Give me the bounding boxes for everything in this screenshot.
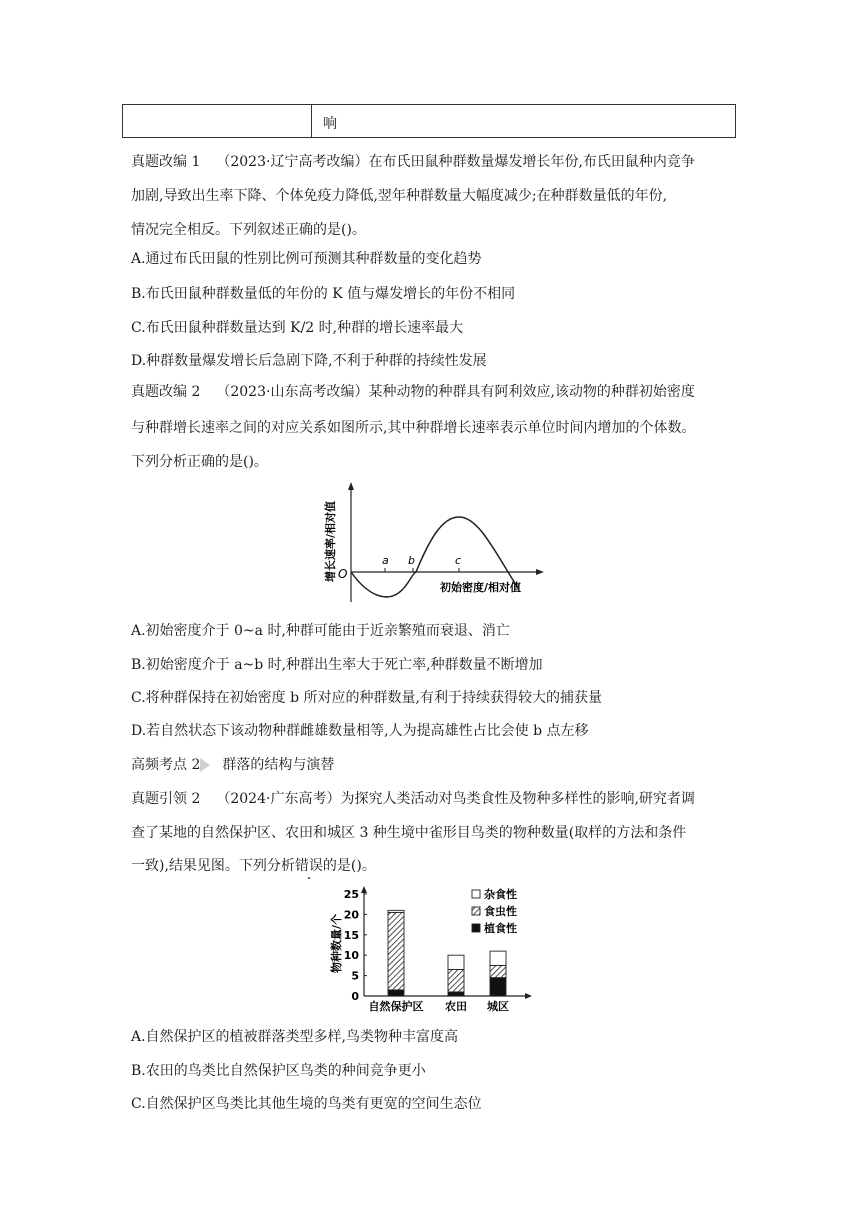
bar-segment bbox=[388, 912, 404, 990]
label-c: c bbox=[455, 554, 462, 567]
q2-tag: 真题改编 2 bbox=[131, 384, 201, 400]
x-axis-arrow bbox=[525, 993, 532, 999]
y-tick-label: 5 bbox=[351, 969, 359, 983]
y-axis-arrow bbox=[361, 886, 367, 893]
y-tick-label: 0 bbox=[351, 990, 359, 1003]
table-cell: 响 bbox=[323, 116, 337, 132]
growth-rate-figure bbox=[318, 478, 548, 608]
section-arrow-icon bbox=[200, 758, 210, 772]
category-label: 农田 bbox=[445, 1000, 467, 1013]
bar-segment bbox=[388, 990, 404, 996]
origin-label: O bbox=[338, 567, 348, 581]
category-label: 城区 bbox=[487, 1000, 509, 1013]
q3-source: （2024·广东高考） bbox=[216, 791, 341, 807]
q3-stem-line-3 bbox=[131, 856, 376, 876]
q2-stem-line-1 bbox=[131, 382, 695, 402]
x-axis-label: 初始密度/相对值 bbox=[440, 581, 522, 594]
q3-option-c: C.自然保护区鸟类比其他生境的鸟类有更宽的空间生态位 bbox=[131, 1096, 482, 1112]
q3-stem-1: 为探究人类活动对鸟类食性及物种多样性的影响,研究者调 bbox=[340, 791, 695, 807]
table-divider bbox=[311, 105, 312, 137]
q1-stem-line-3: 情况完全相反。下列叙述正确的是()。 bbox=[131, 222, 366, 238]
q2-stem-line-3: 下列分析正确的是()。 bbox=[131, 454, 268, 470]
q1-option-d: D.种群数量爆发增长后急剧下降,不利于种群的持续性发展 bbox=[131, 353, 487, 369]
bar-segment bbox=[490, 978, 506, 996]
table-fragment bbox=[122, 104, 736, 138]
q2-stem-1: 某种动物的种群具有阿利效应,该动物的种群初始密度 bbox=[368, 384, 695, 400]
q1-option-c: C.布氏田鼠种群数量达到 K/2 时,种群的增长速率最大 bbox=[131, 320, 464, 336]
q3-tag: 真题引领 2 bbox=[131, 791, 201, 807]
q2-option-b: B.初始密度介于 a~b 时,种群出生率大于死亡率,种群数量不断增加 bbox=[131, 657, 543, 673]
q3-option-a: A.自然保护区的植被群落类型多样,鸟类物种丰富度高 bbox=[131, 1029, 459, 1045]
section-title: 群落的结构与演替 bbox=[222, 757, 335, 773]
bar-segment bbox=[448, 955, 464, 969]
y-axis-label: 增长速率/相对值 bbox=[324, 500, 337, 582]
category-label: 自然保护区 bbox=[368, 1000, 424, 1013]
y-axis-arrow bbox=[348, 482, 354, 490]
bar-segment bbox=[490, 951, 506, 965]
y-axis-label: 物种数量/个 bbox=[330, 913, 343, 973]
q3-stem-line-1 bbox=[131, 789, 695, 809]
y-tick-label: 15 bbox=[343, 928, 359, 942]
q1-option-a: A.通过布氏田鼠的性别比例可预测其种群数量的变化趋势 bbox=[131, 251, 482, 267]
bar-segment bbox=[490, 965, 506, 977]
q1-source: （2023·辽宁高考改编） bbox=[216, 154, 369, 170]
bar-segment bbox=[448, 992, 464, 996]
label-a: a bbox=[382, 554, 389, 567]
legend-swatch bbox=[472, 890, 480, 898]
q2-stem-line-2: 与种群增长速率之间的对应关系如图所示,其中种群增长速率表示单位时间内增加的个体数。 bbox=[131, 420, 696, 436]
q1-option-b: B.布氏田鼠种群数量低的年份的 K 值与爆发增长的年份不相同 bbox=[131, 286, 516, 302]
bird-species-bar-chart bbox=[328, 884, 538, 1014]
q1-stem-1: 在布氏田鼠种群数量爆发增长年份,布氏田鼠种内竞争 bbox=[368, 154, 695, 170]
label-b: b bbox=[408, 554, 415, 567]
legend-label: 杂食性 bbox=[484, 888, 517, 901]
x-axis-arrow bbox=[536, 569, 544, 575]
section-header bbox=[131, 755, 334, 775]
q1-tag: 真题改编 1 bbox=[131, 154, 201, 170]
q3-option-b: B.农田的鸟类比自然保护区鸟类的种间竞争更小 bbox=[131, 1063, 426, 1079]
q2-option-d: D.若自然状态下该动物种群雌雄数量相等,人为提高雄性占比会使 b 点左移 bbox=[131, 723, 589, 739]
q1-stem-line-1 bbox=[131, 152, 695, 172]
q3-emphasis: 错误 bbox=[294, 858, 323, 874]
legend-label: 食虫性 bbox=[484, 905, 517, 918]
section-label: 高频考点 2 bbox=[131, 757, 201, 773]
y-tick-label: 10 bbox=[343, 949, 359, 963]
q2-option-c: C.将种群保持在初始密度 b 所对应的种群数量,有利于持续获得较大的捕获量 bbox=[131, 690, 602, 706]
q3-stem-line-2: 查了某地的自然保护区、农田和城区 3 种生境中雀形目鸟类的物种数量(取样的方法和条件 bbox=[131, 825, 687, 841]
q1-stem-line-2: 加剧,导致出生率下降、个体免疫力降低,翌年种群数量大幅度减少;在种群数量低的年份, bbox=[131, 188, 668, 204]
q2-source: （2023·山东高考改编） bbox=[216, 384, 369, 400]
legend-label: 植食性 bbox=[484, 922, 517, 935]
q3-stem-3a: 一致),结果见图。下列分析 bbox=[131, 858, 295, 874]
bar-segment bbox=[388, 910, 404, 912]
legend-swatch bbox=[472, 924, 480, 932]
y-tick-label: 25 bbox=[343, 888, 359, 901]
legend-swatch bbox=[472, 907, 480, 915]
q2-option-a: A.初始密度介于 0~a 时,种群可能由于近亲繁殖而衰退、消亡 bbox=[131, 623, 510, 639]
q3-stem-3b: 的是()。 bbox=[322, 858, 376, 874]
bar-segment bbox=[448, 969, 464, 991]
y-tick-label: 20 bbox=[343, 908, 359, 922]
